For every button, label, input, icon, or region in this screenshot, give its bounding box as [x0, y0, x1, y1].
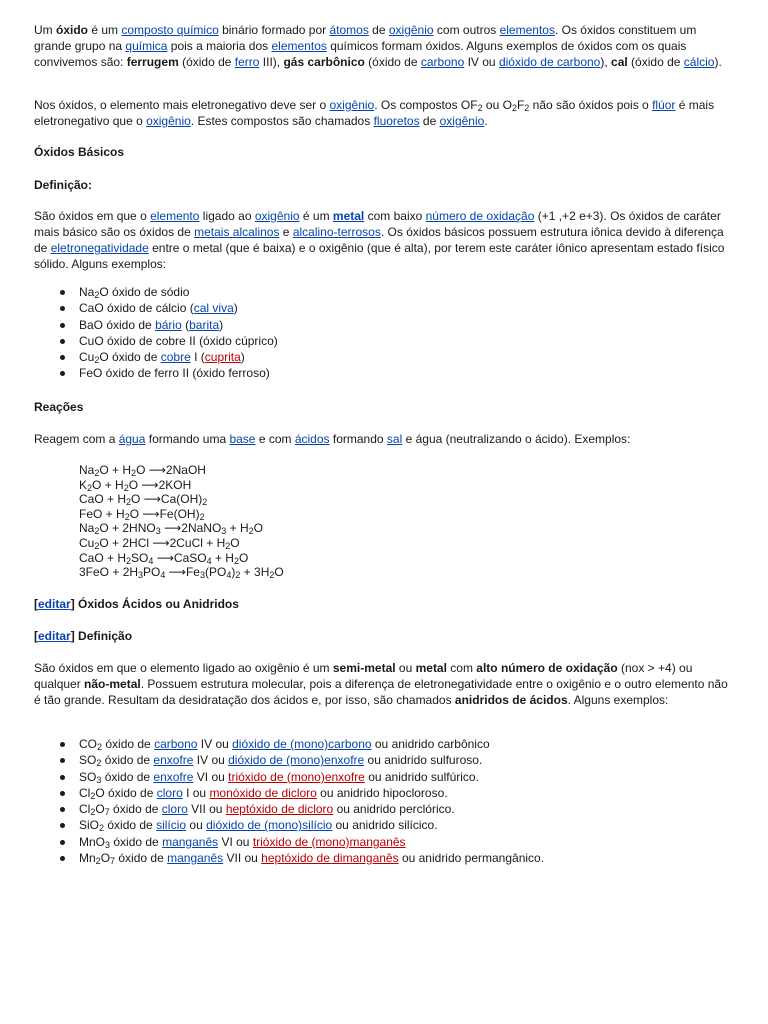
link-silicio[interactable]: silício — [156, 818, 187, 833]
subscript: 2 — [131, 468, 137, 478]
list-item: $Cl_2O_7$ óxido de cloro VII ou heptóxido de dicloro ou anidrido perclórico. — [34, 801, 734, 817]
list-item: $Na_2O$ óxido de sódio — [34, 284, 734, 300]
link-cuprita[interactable]: cuprita — [204, 350, 241, 365]
bold-term: não-metal — [84, 677, 141, 691]
subscript: 3 — [138, 570, 144, 581]
subscript: 7 — [110, 856, 116, 867]
list-item: FeO óxido de ferro II (óxido ferroso) — [34, 365, 734, 381]
heading-oxidos-basicos: Óxidos Básicos — [34, 145, 125, 159]
intro-paragraph: Um óxido é um composto químico binário formado por átomos de oxigênio com outros elementos. Os óxidos constituem um grande grupo na química pois a maioria dos elementos químicos formam óxidos. Alguns exemplos de óxidos com os quais convivemos são: ferrugem (óxido de ferro III), gás carbônico (óxido de carbono IV ou dióxido de carbono), cal (óxido de cálcio). — [34, 23, 722, 69]
heading-reacoes: Reações — [34, 400, 84, 414]
link-trioxido-de-mono-enxofre[interactable]: trióxido de (mono)enxofre — [228, 769, 365, 784]
link-enxofre[interactable]: enxofre — [153, 753, 194, 768]
list-item: $SO_3$ óxido de enxofre VI ou trióxido de (mono)enxofre ou anidrido sulfúrico. — [34, 769, 734, 785]
reactions-paragraph: Reagem com a água formando uma base e com ácidos formando sal e água (neutralizando o ácido). Exemplos: — [34, 432, 631, 446]
link-trioxido-de-mono-manganes[interactable]: trióxido de (mono)manganês — [252, 834, 406, 849]
subscript: 2 — [126, 555, 132, 566]
heading-definicao-basicos: Definição: — [34, 178, 93, 192]
link-dioxido-de-mono-silicio[interactable]: dióxido de (mono)silício — [206, 818, 333, 833]
subscript: 3 — [155, 526, 161, 537]
list-item: SiO$_2$ óxido de silício ou dióxido de (mono)silício ou anidrido silícico. — [34, 817, 734, 833]
subscript: 2 — [233, 555, 239, 566]
acid-definition-paragraph: São óxidos em que o elemento ligado ao oxigênio é um semi-metal ou metal com alto número de oxidação (nox > +4) ou qualquer não-metal. Possuem estrutura molecular, pois a diferença de eletronegatividade entre o oxigênio e o outro elemento não é tão grande. Resultam da desidratação dos ácidos e, por isso, são chamados anidridos de ácidos. Alguns exemplos: — [34, 661, 728, 707]
equation-line: $K_2O + H_2O$ ⟶2KOH — [79, 477, 192, 493]
link-acidos[interactable]: ácidos — [294, 432, 330, 446]
link-barita[interactable]: barita — [189, 317, 220, 332]
link-metal[interactable]: metal — [332, 209, 365, 223]
link-carbono[interactable]: carbono — [154, 737, 198, 751]
subscript: 2 — [225, 540, 231, 551]
subscript: 2 — [90, 790, 96, 801]
subscript: 2 — [477, 103, 483, 113]
subscript: 2 — [202, 497, 208, 508]
link-alcalino-terrosos[interactable]: alcalino-terrosos — [292, 225, 381, 239]
heading-oxidos-acidos: [editar] Óxidos Ácidos ou Anidridos — [34, 597, 239, 611]
link-dioxido-de-mono-carbono[interactable]: dióxido de (mono)carbono — [232, 737, 372, 751]
link-oxigenio[interactable]: oxigênio — [254, 209, 300, 223]
link-fluor[interactable]: flúor — [652, 98, 676, 112]
subscript: 2 — [269, 570, 275, 581]
bold-term: cal — [611, 55, 628, 69]
list-item: $Cu_2O$ óxido de cobre I (cuprita) — [34, 349, 734, 365]
subscript: 2 — [511, 103, 517, 113]
bold-term: alto número de oxidação — [476, 661, 618, 675]
link-metais-alcalinos[interactable]: metais alcalinos — [194, 225, 280, 239]
subscript: 4 — [160, 570, 166, 581]
heading-definicao-acidos-text: Definição — [78, 629, 133, 643]
subscript: 3 — [105, 839, 111, 850]
link-sal[interactable]: sal — [386, 432, 403, 446]
link-manganes[interactable]: manganês — [162, 834, 219, 849]
list-item: $Cl_2O$ óxido de cloro I ou monóxido de dicloro ou anidrido hipocloroso. — [34, 785, 734, 801]
subscript: 2 — [90, 807, 96, 818]
basic-oxides-list — [34, 284, 734, 382]
link-base[interactable]: base — [229, 432, 256, 446]
link-composto-quimico[interactable]: composto químico — [121, 23, 219, 37]
link-heptoxido-de-dimanganes[interactable]: heptóxido de dimanganês — [261, 851, 399, 866]
basic-definition-paragraph: São óxidos em que o elemento ligado ao oxigênio é um metal com baixo número de oxidação (+1 ,+2 e+3). Os óxidos de caráter mais básico são os óxidos de metais alcalinos e alcalino-terrosos. Os óxidos básicos possuem estrutura iônica devido à diferença de eletronegatividade entre o metal (que é baixa) e o oxigênio (que é alta), por terem este caráter iônico apresentam estado físico sólido. Alguns exemplos: — [34, 209, 725, 271]
list-item: CaO óxido de cálcio (cal viva) — [34, 300, 734, 316]
edit-link-acidos[interactable]: editar — [38, 597, 71, 611]
subscript: 2 — [235, 570, 241, 581]
list-item: $Mn_2O_7$ óxido de manganês VII ou heptóxido de dimanganês ou anidrido permangânico. — [34, 850, 734, 866]
bold-term: gás carbônico — [283, 55, 365, 69]
link-oxigenio[interactable]: oxigênio — [388, 23, 434, 37]
link-carbono[interactable]: carbono — [420, 55, 465, 69]
subscript: 2 — [97, 742, 103, 752]
subscript: 4 — [206, 555, 212, 566]
subscript: 3 — [199, 570, 205, 581]
link-cloro[interactable]: cloro — [156, 785, 183, 800]
list-item: $CO_2$ óxido de carbono IV ou dióxido de (mono)carbono ou anidrido carbônico — [34, 736, 734, 752]
bold-term: óxido — [56, 23, 88, 37]
link-fluoretos[interactable]: fluoretos — [373, 114, 420, 128]
link-elemento[interactable]: elemento — [150, 209, 200, 223]
subscript: 2 — [94, 468, 100, 478]
subscript: 2 — [248, 526, 254, 537]
link-calcio[interactable]: cálcio — [683, 55, 715, 69]
link-dioxido-de-carbono[interactable]: dióxido de carbono — [498, 55, 601, 69]
reaction-equations — [79, 462, 284, 579]
equation-line: $3FeO + 2H_3PO_4$ $⟶Fe_3(PO_4)_2 + 3H_2O$ — [79, 565, 284, 581]
list-item: CuO óxido de cobre II (óxido cúprico) — [34, 333, 734, 349]
subscript: 2 — [94, 540, 100, 551]
heading-oxidos-acidos-text: Óxidos Ácidos ou Anidridos — [78, 597, 239, 611]
link-quimica[interactable]: química — [125, 39, 168, 53]
equation-line: CaO + $H_2SO_4$ ⟶CaSO$_4$ + $H_2O$ — [79, 550, 249, 566]
subscript: 2 — [199, 511, 205, 522]
link-cobre[interactable]: cobre — [160, 350, 191, 365]
subscript: 2 — [94, 290, 100, 300]
subscript: 3 — [96, 774, 102, 785]
equation-line: $Na_2O + H_2O$ ⟶2NaOH — [79, 463, 206, 478]
link-oxigenio[interactable]: oxigênio — [146, 114, 191, 128]
bold-term: ferrugem — [126, 55, 179, 69]
link-ferro[interactable]: ferro — [234, 55, 260, 69]
link-dioxido-de-mono-enxofre[interactable]: dióxido de (mono)enxofre — [228, 753, 365, 768]
equation-line: CaO + $H_2O$ $⟶Ca(OH)_2$ — [79, 492, 208, 508]
subscript: 2 — [524, 103, 530, 113]
subscript: 2 — [96, 758, 102, 769]
subscript: 4 — [226, 570, 232, 581]
link-numero-de-oxidacao[interactable]: número de oxidação — [425, 209, 535, 223]
subscript: 2 — [124, 511, 130, 522]
link-agua[interactable]: água — [118, 432, 146, 446]
link-manganes[interactable]: manganês — [167, 851, 224, 866]
list-item: MnO$_3$ óxido de manganês VI ou trióxido de (mono)manganês — [34, 834, 734, 850]
subscript: 7 — [104, 807, 110, 818]
subscript: 2 — [123, 482, 129, 493]
link-atomos[interactable]: átomos — [329, 23, 369, 37]
subscript: 2 — [94, 526, 100, 537]
link-enxofre[interactable]: enxofre — [153, 769, 194, 784]
subscript: 3 — [221, 526, 227, 537]
equation-line: $Cu_2O + 2HCl$ ⟶2CuCl + $H_2O$ — [79, 535, 240, 551]
link-cloro[interactable]: cloro — [161, 802, 188, 817]
bold-term: anidridos de ácidos — [454, 693, 568, 707]
bold-term: metal — [415, 661, 447, 675]
bold-term: semi-metal — [332, 661, 396, 675]
link-eletronegatividade[interactable]: eletronegatividade — [50, 241, 149, 255]
link-oxigenio[interactable]: oxigênio — [439, 114, 485, 128]
subscript: 2 — [94, 355, 100, 366]
list-item: $SO_2$ óxido de enxofre IV ou dióxido de (mono)enxofre ou anidrido sulfuroso. — [34, 752, 734, 768]
subscript: 4 — [148, 555, 154, 566]
acid-oxides-list — [34, 736, 734, 866]
subscript: 2 — [99, 823, 105, 834]
subscript: 2 — [95, 856, 101, 867]
edit-link-definicao[interactable]: editar — [38, 629, 71, 643]
equation-line: $Na_2O + 2HNO_3$ ⟶2NaNO$_3$ + $H_2O$ — [79, 521, 264, 537]
link-cal-viva[interactable]: cal viva — [193, 301, 234, 316]
link-heptoxido-de-dicloro[interactable]: heptóxido de dicloro — [225, 802, 334, 817]
list-item: BaO óxido de bário (barita) — [34, 317, 734, 333]
link-elementos[interactable]: elementos — [499, 23, 555, 37]
link-monoxido-de-dicloro[interactable]: monóxido de dicloro — [209, 785, 317, 800]
heading-definicao-acidos: [editar] Definição — [34, 629, 133, 643]
subscript: 2 — [87, 482, 93, 493]
equation-line: FeO + $H_2O$ $⟶Fe(OH)_2$ — [79, 506, 205, 522]
link-elementos[interactable]: elementos — [271, 39, 327, 53]
link-oxigenio[interactable]: oxigênio — [329, 98, 375, 112]
electronegativity-paragraph: Nos óxidos, o elemento mais eletronegativo deve ser o oxigênio. Os compostos $OF_2$ ou $O_2F_2$ não são óxidos pois o flúor é mais eletronegativo que o oxigênio. Estes compostos são chamados fluoretos de oxigênio. — [34, 98, 715, 128]
link-bario[interactable]: bário — [155, 317, 182, 332]
subscript: 2 — [126, 497, 132, 508]
